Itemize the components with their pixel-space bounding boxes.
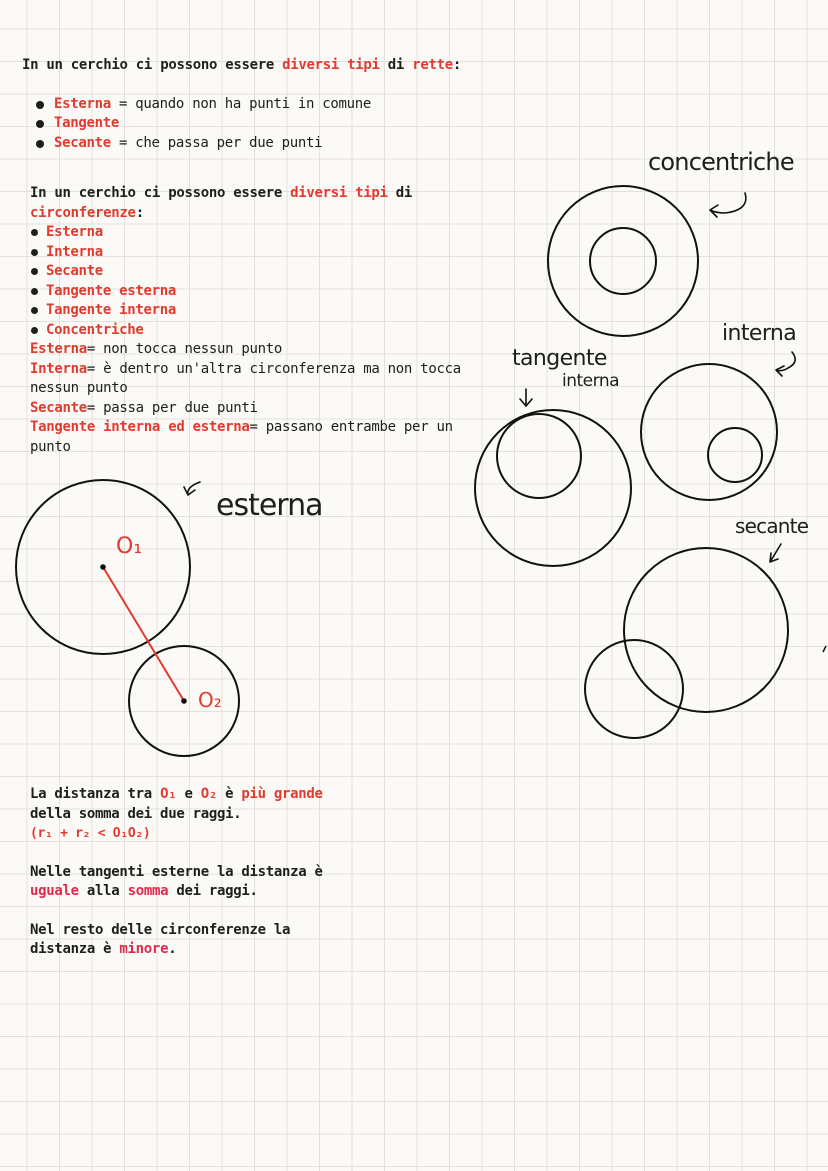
label-concentriche: concentriche: [648, 148, 794, 176]
secant-small-circle: [585, 640, 683, 738]
edge-mark-icon: [823, 646, 826, 652]
circonferenze-intro: In un cerchio ci possono essere diversi tipi di circonferenze:: [30, 185, 413, 221]
definition-row: Esterna= non tocca nessun punto: [30, 341, 282, 357]
internal-inner-circle: [708, 428, 762, 482]
list-item: Concentriche: [30, 321, 500, 341]
arrow-esterna-icon: [184, 482, 200, 495]
definition-row: Interna= è dentro un'altra circonferenza ma non tocca nessun punto: [30, 360, 461, 396]
label-o1: O₁: [116, 534, 143, 559]
center-dot-o1: [100, 564, 106, 570]
list-item: Secante = che passa per due punti: [32, 134, 502, 154]
label-interna: interna: [722, 321, 797, 346]
distanza-paragraph-3: Nel resto delle circonferenze la distanza è minore.: [30, 921, 291, 957]
definition-row: Secante= passa per due punti: [30, 399, 258, 416]
list-item: Tangente esterna: [30, 282, 500, 302]
internal-outer-circle: [641, 364, 777, 500]
rette-intro: In un cerchio ci possono essere diversi tipi di rette:: [22, 57, 461, 73]
distanza-formula: (r₁ + r₂ < O₁O₂): [30, 826, 151, 841]
definition-row: Tangente interna ed esterna= passano entrambe per un punto: [30, 419, 453, 455]
list-item: Secante: [30, 262, 500, 282]
distanza-paragraph-1: La distanza tra O₁ e O₂ è più grande: [30, 786, 323, 802]
label-o2: O₂: [198, 688, 222, 712]
list-item: Esterna: [30, 223, 500, 243]
distanza-paragraph-2: Nelle tangenti esterne la distanza è uguale alla somma dei raggi.: [30, 863, 323, 899]
list-item: Tangente: [32, 114, 502, 134]
label-esterna: esterna: [216, 488, 323, 523]
list-item: Tangente interna: [30, 301, 500, 321]
label-tangente: tangente: [512, 346, 607, 371]
concentric-outer-circle: [548, 186, 698, 336]
distanza-paragraph-1-cont: della somma dei due raggi.: [30, 805, 242, 822]
center-distance-line: [103, 567, 184, 701]
arrow-tangente-icon: [520, 389, 532, 406]
label-tangente-interna: interna: [562, 371, 620, 391]
concentric-inner-circle: [590, 228, 656, 294]
tangent-inner-circle: [497, 414, 581, 498]
arrow-concentriche-icon: [710, 193, 746, 217]
center-dot-o2: [181, 698, 187, 704]
secant-large-circle: [624, 548, 788, 712]
arrow-secante-icon: [770, 544, 781, 562]
list-item: Esterna = quando non ha punti in comune: [32, 95, 502, 115]
arrow-interna-icon: [776, 352, 795, 376]
label-secante: secante: [735, 514, 809, 538]
tangent-outer-circle: [475, 410, 631, 566]
list-item: Interna: [30, 243, 500, 263]
